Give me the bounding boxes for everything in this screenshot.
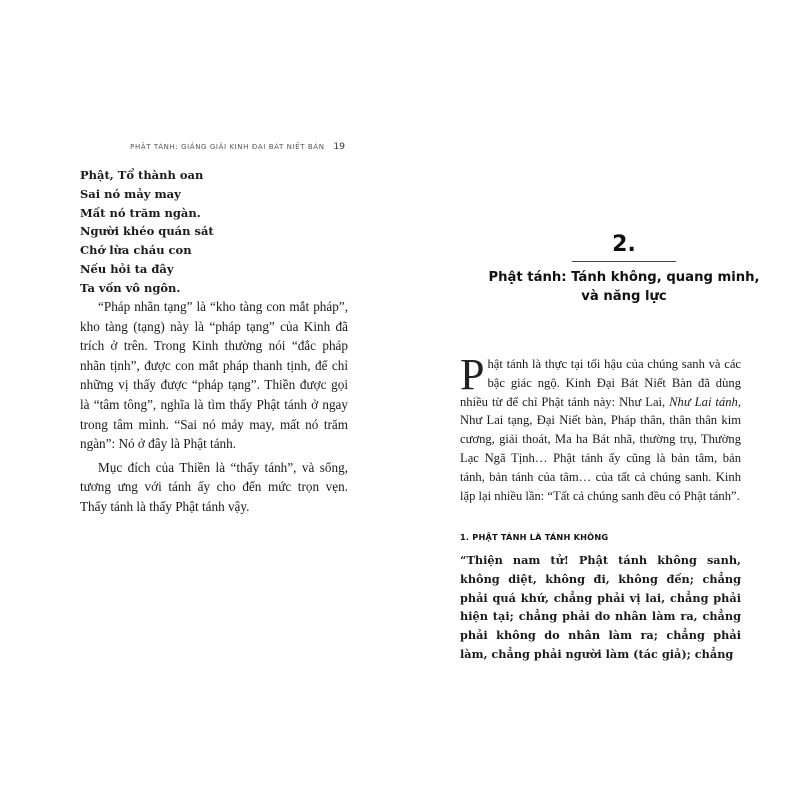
right-page [400,0,800,800]
verse-line: Người khéo quán sát [80,224,214,239]
drop-cap: P [460,350,485,399]
chapter-divider [572,261,676,262]
verse-line: Mất nó trăm ngàn. [80,205,201,220]
verse-line: Phật, Tổ thành oan [80,168,204,182]
body-text [80,297,348,521]
verse-line: Ta vốn vô ngôn. [80,280,181,295]
verse-line: Sai nó mảy may [80,186,181,201]
page-number: 19 [333,142,345,152]
intro-paragraph [460,350,741,505]
verse [80,166,350,298]
paragraph: “Pháp nhãn tạng” là “kho tàng con mắt pháp”, kho tàng (tạng) này là “pháp tạng” của Kinh đã trích ở trên. Trong Kinh thường nói “đắc pháp nhãn tịnh”, được con mắt pháp thanh tịnh, để chỉ những vị thấy được “pháp tạng”. Thiền được gọi là “tâm tông”, nghĩa là tìm thấy Phật tánh ở ngay trong tâm mình. “Sai nó mảy may, mất nó trăm ngàn”: Nó ở đây là Phật tánh. [80,299,348,452]
section-heading: 1. PHẬT TÁNH LÀ TÁNH KHÔNG [460,532,609,542]
intro-text: hật tánh là thực tại tối hậu của chúng sanh và các bậc giác ngộ. Kinh Đại Bát Niết Bàn đã dùng nhiều từ để chỉ Phật tánh này: Như Lai, [460,357,741,409]
verse-line: Chớ lừa cháu con [80,243,192,258]
running-title: PHẬT TÁNH: GIẢNG GIẢI KINH ĐẠI BÁT NIẾT BÀN [130,143,325,151]
intro-text-continued: , Như Lai tạng, Đại Niết bàn, Pháp thân, thân thân kim cương, giải thoát, Ma ha Bát nhã, thường trụ, Thường Lạc Ngã Tịnh… Phật tánh ấy cũng là bản tâm, bản tánh, bản tánh của tâm… của tất cả chúng sanh. Kinh lặp lại nhiều lần: “Tất cả chúng sanh đều có Phật tánh”. [460,394,741,503]
verse-line: Nếu hỏi ta đây [80,261,174,276]
intro-italic-term: Như Lai tánh [669,394,738,409]
sutra-quote: “Thiện nam tử! Phật tánh không sanh, không diệt, không đi, không đến; chẳng phải quá khứ, chẳng phải vị lai, chẳng phải hiện tại; chẳng phải do nhân làm ra, chẳng phải không do nhân làm ra; chẳng phải làm, chẳng phải người làm (tác giả); chẳng [460,553,741,661]
running-header [130,142,345,152]
chapter-number: 2. [612,232,636,257]
chapter-title: Phật tánh: Tánh không, quang minh, và năng lực [488,270,760,304]
paragraph: Mục đích của Thiền là “thấy tánh”, và sống, tương ưng với tánh ấy cho đến mức trọn vẹn. Thấy tánh là thấy Phật tánh vậy. [80,459,348,514]
